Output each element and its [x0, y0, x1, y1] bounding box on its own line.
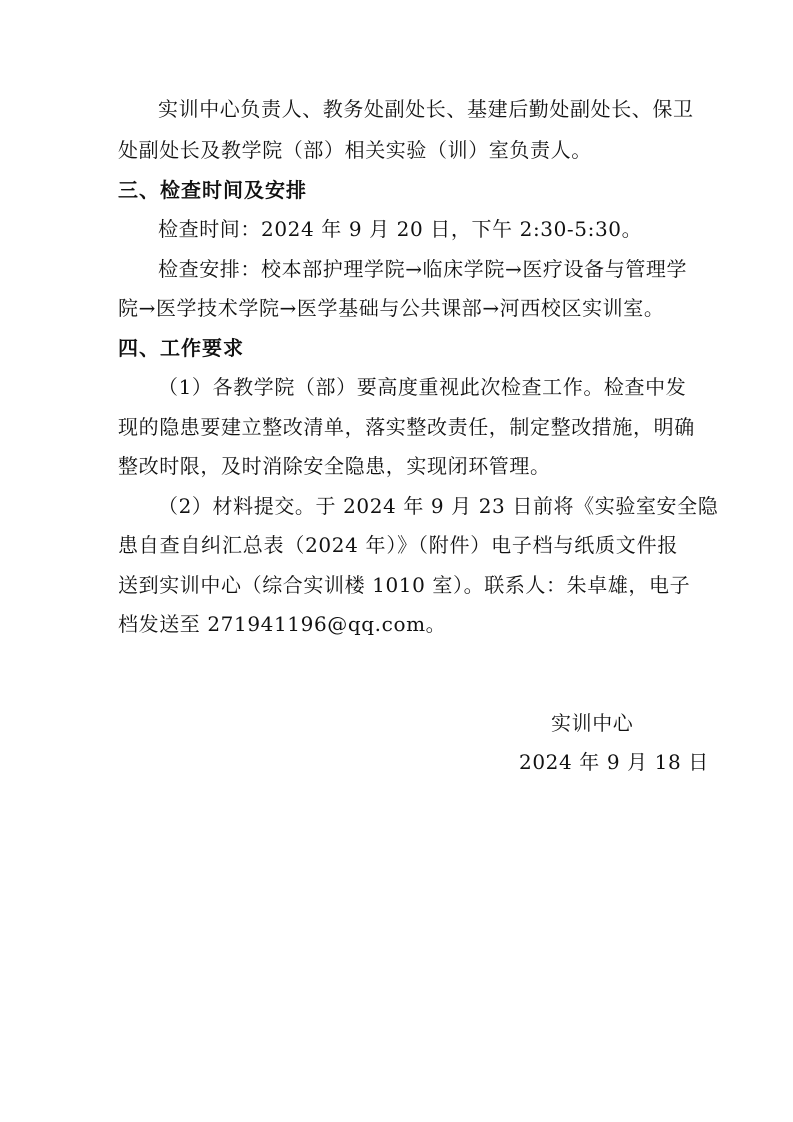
- paragraph-line: 送到实训中心（综合实训楼 1010 室）。联系人：朱卓雄，电子: [118, 573, 691, 597]
- section-heading: 四、工作要求: [118, 336, 244, 360]
- paragraph-line: 院→医学技术学院→医学基础与公共课部→河西校区实训室。: [118, 296, 665, 320]
- paragraph-line: （1）各教学院（部）要高度重视此次检查工作。检查中发: [158, 375, 687, 399]
- paragraph-line: 整改时限，及时消除安全隐患，实现闭环管理。: [118, 454, 551, 478]
- section-heading: 三、检查时间及安排: [118, 178, 307, 202]
- contact-email-line: 档发送至 271941196@qq.com。: [118, 612, 447, 636]
- paragraph-line: （2）材料提交。于 2024 年 9 月 23 日前将《实验室安全隐: [158, 494, 719, 518]
- paragraph-line: 处副处长及教学院（部）相关实验（训）室负责人。: [118, 138, 592, 162]
- inspection-time: 检查时间：2024 年 9 月 20 日，下午 2:30-5:30。: [158, 217, 643, 241]
- signature-org: 实训中心: [551, 711, 634, 735]
- paragraph-line: 检查安排：校本部护理学院→临床学院→医疗设备与管理学: [158, 257, 688, 281]
- paragraph-line: 现的隐患要建立整改清单，落实整改责任，制定整改措施，明确: [118, 415, 695, 439]
- paragraph-line: 实训中心负责人、教务处副处长、基建后勤处副处长、保卫: [158, 97, 694, 121]
- signature-date: 2024 年 9 月 18 日: [519, 750, 709, 774]
- paragraph-line: 患自查自纠汇总表（2024 年）》（附件）电子档与纸质文件报: [118, 533, 678, 557]
